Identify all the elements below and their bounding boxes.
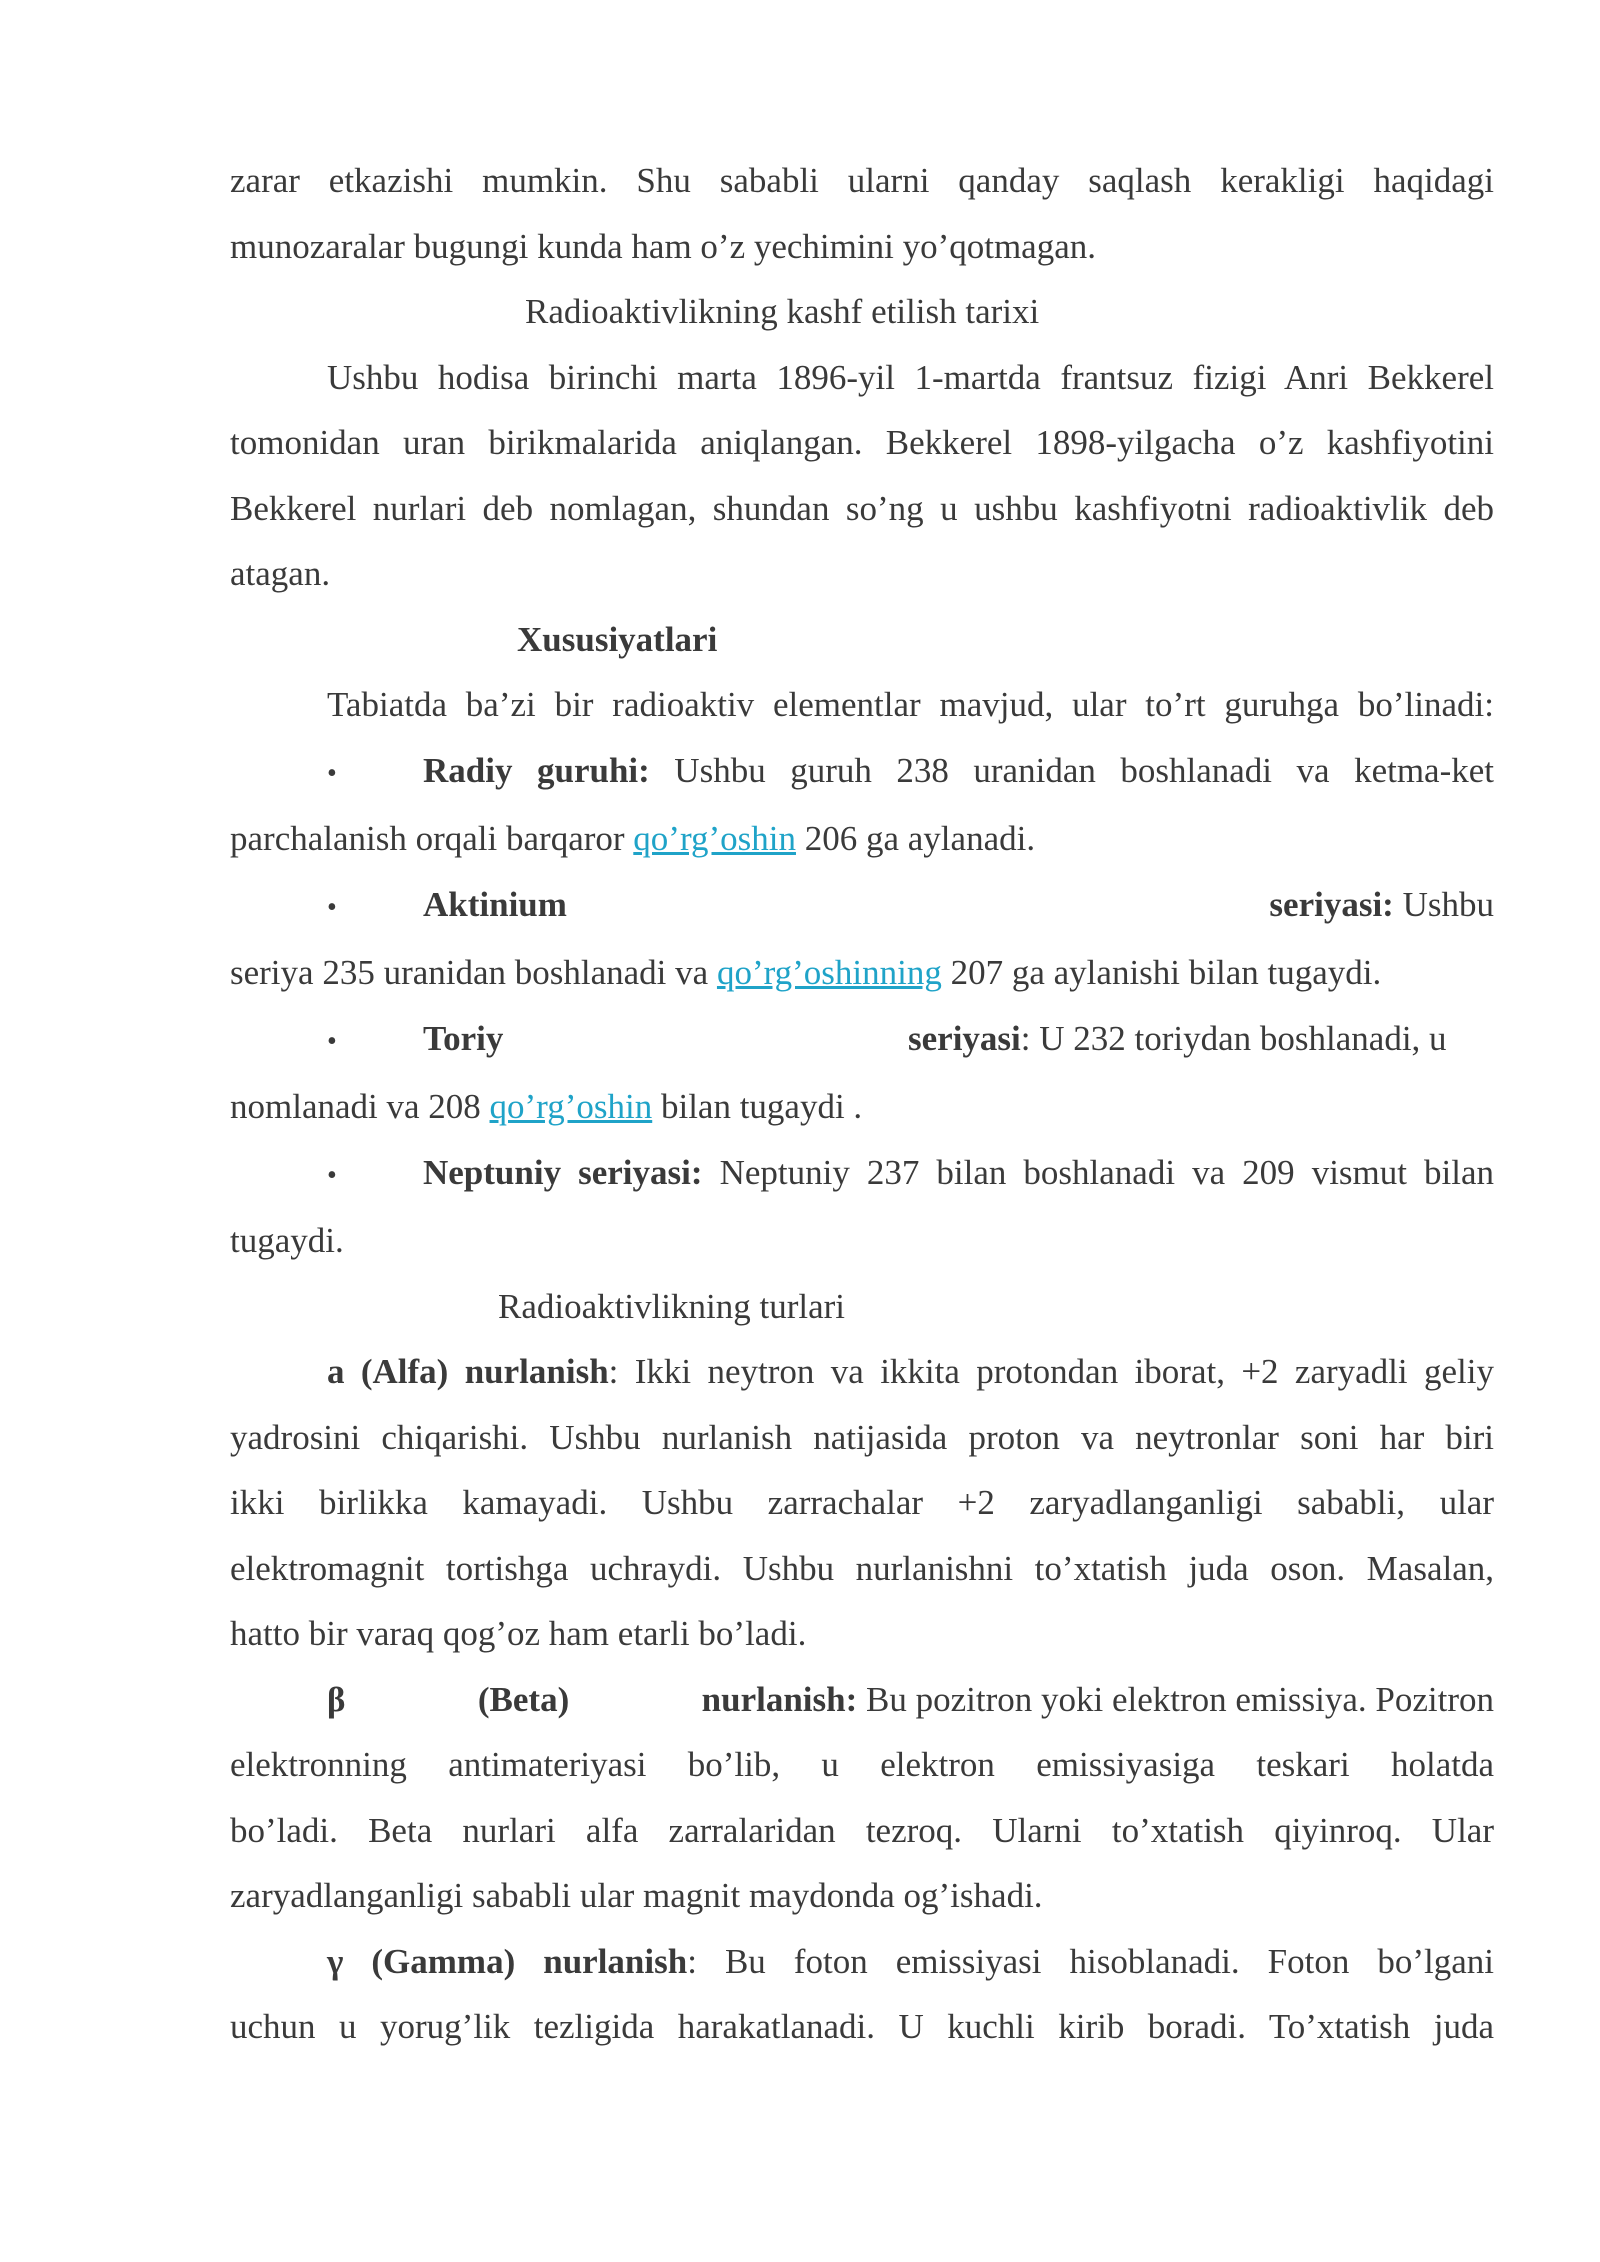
paragraph-line: ikki birlikka kamayadi. Ushbu zarrachalar +2 zaryadlanganligi sababli, ular bbox=[230, 1483, 1494, 1522]
list-item-text: : U 232 toriydan boshlanadi, u bbox=[1020, 1018, 1447, 1058]
list-item-line bbox=[230, 940, 1494, 1006]
list-item-line bbox=[423, 1140, 1494, 1206]
paragraph-line: elektronning antimateriyasi bo’lib, u elektron emissiyasiga teskari holatda bbox=[230, 1745, 1494, 1784]
text-span: : Bu foton emissiyasi hisoblanadi. Foton bo’lgani bbox=[687, 1941, 1495, 1981]
term-beta-symbol: β bbox=[327, 1679, 346, 1719]
term-alfa: a (Alfa) nurlanish bbox=[327, 1352, 609, 1391]
term-gamma: γ (Gamma) nurlanish bbox=[327, 1941, 688, 1981]
list-item bbox=[230, 1006, 1494, 1075]
text-span: seriya 235 uranidan boshlanadi va bbox=[230, 953, 717, 992]
paragraph-line: hatto bir varaq qog’oz ham etarli bo’ladi. bbox=[230, 1614, 807, 1653]
paragraph-line: atagan. bbox=[230, 554, 331, 593]
list-item bbox=[230, 1140, 1494, 1209]
list-item-line bbox=[230, 806, 1494, 872]
list-item-title: Aktinium bbox=[423, 884, 567, 924]
link-qorgoshinning[interactable]: qo’rg’oshinning bbox=[716, 953, 942, 992]
paragraph-line: zarar etkazishi mumkin. Shu sababli ularni qanday saqlash kerakligi haqidagi bbox=[230, 161, 1494, 200]
bullet-icon: • bbox=[327, 891, 337, 923]
paragraph-line: bo’ladi. Beta nurlari alfa zarralaridan tezroq. Ularni to’xtatish qiyinroq. Ular bbox=[230, 1810, 1494, 1850]
paragraph-line: munozaralar bugungi kunda ham o’z yechimini yo’qotmagan. bbox=[230, 226, 1096, 266]
text-span: nomlanadi va 208 bbox=[230, 1087, 490, 1126]
list-item bbox=[230, 738, 1494, 807]
list-item-title: Toriy bbox=[423, 1018, 504, 1058]
list-item-text: Neptuniy 237 bilan boshlanadi va 209 vismut bilan bbox=[702, 1152, 1495, 1192]
text-span bbox=[702, 1667, 1494, 1733]
bullet-icon: • bbox=[327, 1025, 337, 1057]
paragraph-line: elektromagnit tortishga uchraydi. Ushbu nurlanishni to’xtatish juda oson. Masalan, bbox=[230, 1548, 1494, 1588]
text-span: parchalanish orqali barqaror bbox=[230, 819, 634, 858]
text-span: bilan tugaydi . bbox=[652, 1087, 863, 1126]
heading-types: Radioaktivlikning turlari bbox=[498, 1286, 846, 1326]
list-item-line: tugaydi. bbox=[230, 1221, 344, 1260]
link-qorgoshin[interactable]: qo’rg’oshin bbox=[489, 1087, 653, 1126]
list-item-title: seriyasi bbox=[908, 1018, 1021, 1058]
text-span: 206 ga aylanadi. bbox=[795, 819, 1036, 858]
paragraph-line bbox=[230, 1929, 1494, 1995]
bullet-icon: • bbox=[327, 757, 337, 789]
list-item-line bbox=[230, 1074, 1494, 1140]
paragraph-line: yadrosini chiqarishi. Ushbu nurlanish natijasida proton va neytronlar soni har biri bbox=[230, 1417, 1494, 1457]
paragraph-line bbox=[230, 1667, 1494, 1733]
text-span: : Ikki neytron va ikkita protondan iborat, +2 zaryadli geliy bbox=[608, 1352, 1494, 1391]
document-body bbox=[230, 148, 1494, 2060]
list-item bbox=[230, 872, 1494, 941]
list-item-title: Neptuniy seriyasi: bbox=[423, 1152, 703, 1192]
heading-history: Radioaktivlikning kashf etilish tarixi bbox=[525, 292, 1040, 331]
paragraph-line: Ushbu hodisa birinchi marta 1896-yil 1-martda frantsuz fizigi Anri Bekkerel bbox=[327, 357, 1494, 397]
paragraph-line: tomonidan uran birikmalarida aniqlangan. Bekkerel 1898-yilgacha o’z kashfiyotini bbox=[230, 423, 1494, 462]
text-span bbox=[1269, 872, 1494, 938]
term-beta-name: (Beta) bbox=[477, 1679, 570, 1719]
text-span: Bu pozitron yoki elektron emissiya. Pozitron bbox=[857, 1679, 1494, 1719]
list-item-text: Ushbu guruh 238 uranidan boshlanadi va ketma-ket bbox=[649, 750, 1494, 790]
text-span bbox=[908, 1006, 1447, 1072]
paragraph-line bbox=[230, 1339, 1494, 1405]
list-item-line bbox=[423, 1006, 1494, 1072]
list-item-title: seriyasi: bbox=[1269, 884, 1394, 924]
list-item-line bbox=[423, 872, 1494, 938]
bullet-icon: • bbox=[327, 1159, 337, 1191]
list-item-text: Ushbu bbox=[1393, 884, 1494, 924]
paragraph-line: Bekkerel nurlari deb nomlagan, shundan so’ng u ushbu kashfiyotni radioaktivlik deb bbox=[230, 488, 1494, 528]
heading-properties: Xususiyatlari bbox=[517, 619, 718, 659]
link-qorgoshin[interactable]: qo’rg’oshin bbox=[633, 819, 796, 858]
paragraph-line: Tabiatda ba’zi bir radioaktiv elementlar mavjud, ular to’rt guruhga bo’linadi: bbox=[327, 685, 1494, 724]
list-item-title: Radiy guruhi: bbox=[423, 750, 650, 790]
paragraph-line: uchun u yorug’lik tezligida harakatlanadi. U kuchli kirib boradi. To’xtatish juda bbox=[230, 2007, 1494, 2046]
paragraph-line: zaryadlanganligi sababli ular magnit maydonda og’ishadi. bbox=[230, 1876, 1043, 1915]
text-span: 207 ga aylanishi bilan tugaydi. bbox=[941, 953, 1382, 992]
list-item-line bbox=[423, 738, 1494, 804]
term-beta-label: nurlanish: bbox=[701, 1679, 858, 1719]
